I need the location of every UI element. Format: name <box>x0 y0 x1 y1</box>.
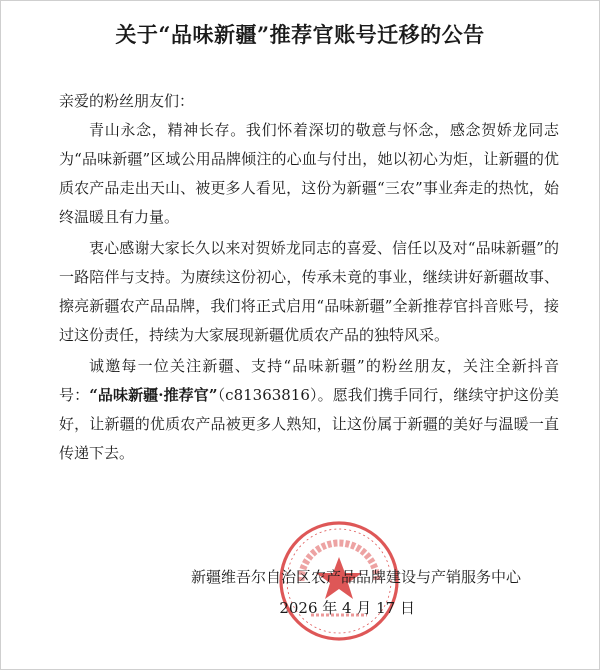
account-name: “品味新疆·推荐官” <box>89 386 218 404</box>
issuing-organization: 新疆维吾尔自治区农产品品牌建设与产销服务中心 <box>190 568 521 586</box>
notice-title: 关于“品味新疆”推荐官账号迁移的公告 <box>115 22 485 47</box>
paragraph-1: 青山永念，精神长存。我们怀着深切的敬意与怀念，感念贺娇龙同志为“品味新疆”区域公用品牌倾注的心血与付出，她以初心为炬，让新疆的优质农产品走出天山、被更多人看见，这份为新疆“三农”事业奔走的热忱，始终温暖且有力量。 <box>59 121 559 226</box>
paragraph-2: 衷心感谢大家长久以来对贺娇龙同志的喜爱、信任以及对“品味新疆”的一路陪伴与支持。为赓续这份初心，传承未竟的事业，继续讲好新疆故事、擦亮新疆农产品品牌，我们将正式启用“品味新疆”全新推荐官抖音账号，接过这份责任，持续为大家展现新疆优质农产品的独特风采。 <box>59 239 559 344</box>
paragraph-3 <box>59 352 559 468</box>
greeting: 亲爱的粉丝朋友们： <box>59 92 195 110</box>
paragraph-3-rest: （c81363816）。愿我们携手同行，继续守护这份美好，让新疆的优质农产品被更多人熟知，让这份属于新疆的美好与温暖一直传递下去。 <box>59 386 559 462</box>
issue-date: 2026 年 4 月 17 日 <box>279 599 415 617</box>
notice-body <box>59 87 559 468</box>
paragraph-3-intro: 诚邀每一位关注新疆、支持“品味新疆”的粉丝朋友，关注全新抖音号： <box>59 357 559 404</box>
